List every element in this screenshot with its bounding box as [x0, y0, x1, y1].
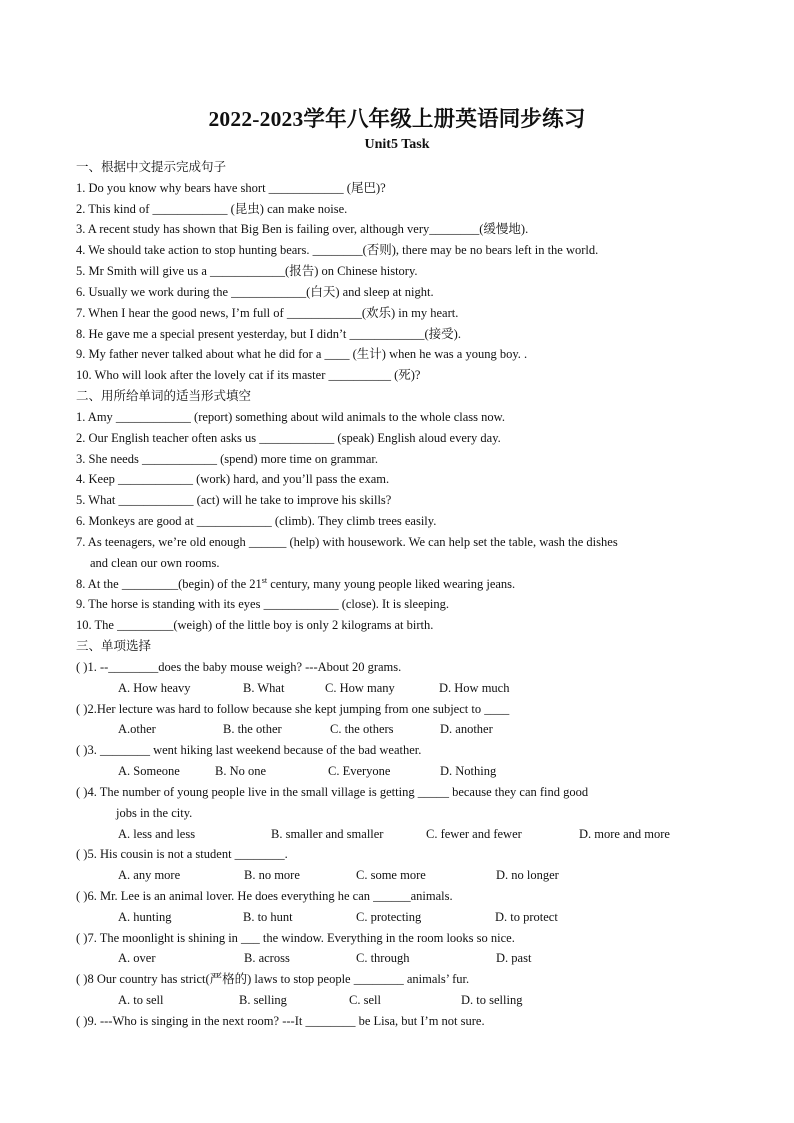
- answer-option: D. more and more: [579, 826, 670, 841]
- question-line: 9. My father never talked about what he did for a ____ (生计) when he was a young boy. .: [76, 347, 528, 362]
- question-line: ( )6. Mr. Lee is an animal lover. He does everything he can ______animals.: [76, 888, 453, 903]
- question-line: 8. He gave me a special present yesterday, but I didn’t ____________(接受).: [76, 326, 461, 341]
- answer-options: [76, 907, 716, 928]
- question-line: ( )3. ________ went hiking last weekend because of the bad weather.: [76, 743, 422, 758]
- question-line: ( )9. ---Who is singing in the next room? ---It ________ be Lisa, but I’m not sure.: [76, 1013, 485, 1028]
- answer-option: D. another: [440, 722, 493, 737]
- question-line: ( )5. His cousin is not a student ________.: [76, 847, 288, 862]
- answer-option: A. Someone: [118, 764, 180, 779]
- question-line: 10. The _________(weigh) of the little boy is only 2 kilograms at birth.: [76, 618, 434, 633]
- question-continuation: jobs in the city.: [116, 805, 193, 820]
- question-line: 2. Our English teacher often asks us ____________ (speak) English aloud every day.: [76, 430, 501, 445]
- question-line: 7. As teenagers, we’re old enough ______ (help) with housework. We can help set the table, wash the dishes: [76, 534, 618, 549]
- answer-option: A. How heavy: [118, 680, 191, 695]
- answer-option: B. no more: [244, 868, 300, 883]
- page-subtitle: Unit5 Task: [364, 137, 430, 152]
- answer-option: C. sell: [349, 993, 381, 1008]
- answer-option: A. to sell: [118, 993, 164, 1008]
- question-text: century, many young people liked wearing jeans.: [267, 576, 516, 591]
- answer-options: [76, 678, 716, 699]
- answer-option: B. What: [243, 680, 285, 695]
- question-line: ( )4. The number of young people live in the small village is getting _____ because they can find good: [76, 784, 589, 799]
- question-line: 1. Amy ____________ (report) something about wild animals to the whole class now.: [76, 409, 505, 424]
- answer-options: [76, 865, 716, 886]
- question-line: 5. What ____________ (act) will he take to improve his skills?: [76, 493, 392, 508]
- question-line: 4. We should take action to stop hunting bears. ________(否则), there may be no bears left in the world.: [76, 243, 599, 258]
- page-title: 2022-2023学年八年级上册英语同步练习: [208, 107, 586, 131]
- question-line: 7. When I hear the good news, I’m full of ____________(欢乐) in my heart.: [76, 305, 459, 320]
- question-line: 5. Mr Smith will give us a ____________(报告) on Chinese history.: [76, 264, 418, 279]
- answer-option: A.other: [118, 722, 156, 737]
- question-line: 2. This kind of ____________ (昆虫) can make noise.: [76, 201, 348, 216]
- answer-option: A. less and less: [118, 826, 196, 841]
- answer-option: B. to hunt: [243, 909, 293, 924]
- answer-option: D. How much: [439, 680, 510, 695]
- answer-option: C. protecting: [356, 909, 422, 924]
- question-line: 9. The horse is standing with its eyes ____________ (close). It is sleeping.: [76, 597, 449, 612]
- answer-options: [76, 719, 716, 740]
- answer-option: B. smaller and smaller: [271, 826, 384, 841]
- section-heading: 二、用所给单词的适当形式填空: [76, 388, 252, 404]
- question-line: ( )7. The moonlight is shining in ___ the window. Everything in the room looks so nice.: [76, 930, 515, 945]
- exercise-lines: [76, 157, 716, 1032]
- question-line: 10. Who will look after the lovely cat if its master __________ (死)?: [76, 368, 421, 383]
- answer-option: C. Everyone: [328, 764, 391, 779]
- answer-option: D. no longer: [496, 868, 559, 883]
- question-line: 1. Do you know why bears have short ____________ (尾巴)?: [76, 180, 386, 195]
- answer-option: D. past: [496, 951, 532, 966]
- answer-option: A. hunting: [118, 909, 172, 924]
- question-continuation: and clean our own rooms.: [90, 555, 220, 570]
- answer-options: [76, 824, 716, 845]
- question-line: ( )8 Our country has strict(严格的) laws to stop people ________ animals’ fur.: [76, 972, 470, 987]
- answer-option: A. any more: [118, 868, 181, 883]
- question-line: 4. Keep ____________ (work) hard, and you’ll pass the exam.: [76, 472, 390, 487]
- answer-option: D. to protect: [495, 909, 558, 924]
- answer-option: B. across: [244, 951, 290, 966]
- question-text: 8. At the _________(begin) of the 21: [76, 576, 262, 591]
- answer-options: [76, 990, 716, 1011]
- question-line: ( )2.Her lecture was hard to follow because she kept jumping from one subject to ____: [76, 701, 510, 716]
- answer-options: [76, 948, 716, 969]
- answer-option: C. fewer and fewer: [426, 826, 522, 841]
- answer-option: D. Nothing: [440, 764, 497, 779]
- question-line: 6. Monkeys are good at ____________ (climb). They climb trees easily.: [76, 514, 437, 529]
- answer-option: C. some more: [356, 868, 426, 883]
- answer-option: B. selling: [239, 993, 287, 1008]
- section-heading: 一、根据中文提示完成句子: [76, 159, 227, 174]
- answer-option: C. How many: [325, 680, 395, 695]
- question-line: 3. She needs ____________ (spend) more time on grammar.: [76, 451, 379, 466]
- section-heading: 三、单项选择: [76, 638, 152, 654]
- question-line: [76, 574, 716, 595]
- superscript: st: [261, 575, 268, 585]
- question-line: 6. Usually we work during the ____________(白天) and sleep at night.: [76, 284, 434, 299]
- answer-option: B. No one: [215, 764, 267, 779]
- answer-option: A. over: [118, 951, 156, 966]
- answer-option: C. through: [356, 951, 410, 966]
- answer-option: C. the others: [330, 722, 394, 737]
- question-line: 3. A recent study has shown that Big Ben is failing over, although very________(缓慢地).: [76, 222, 529, 237]
- answer-option: D. to selling: [461, 993, 523, 1008]
- question-line: ( )1. --________does the baby mouse weigh? ---About 20 grams.: [76, 659, 402, 674]
- answer-options: [76, 761, 716, 782]
- answer-option: B. the other: [223, 722, 282, 737]
